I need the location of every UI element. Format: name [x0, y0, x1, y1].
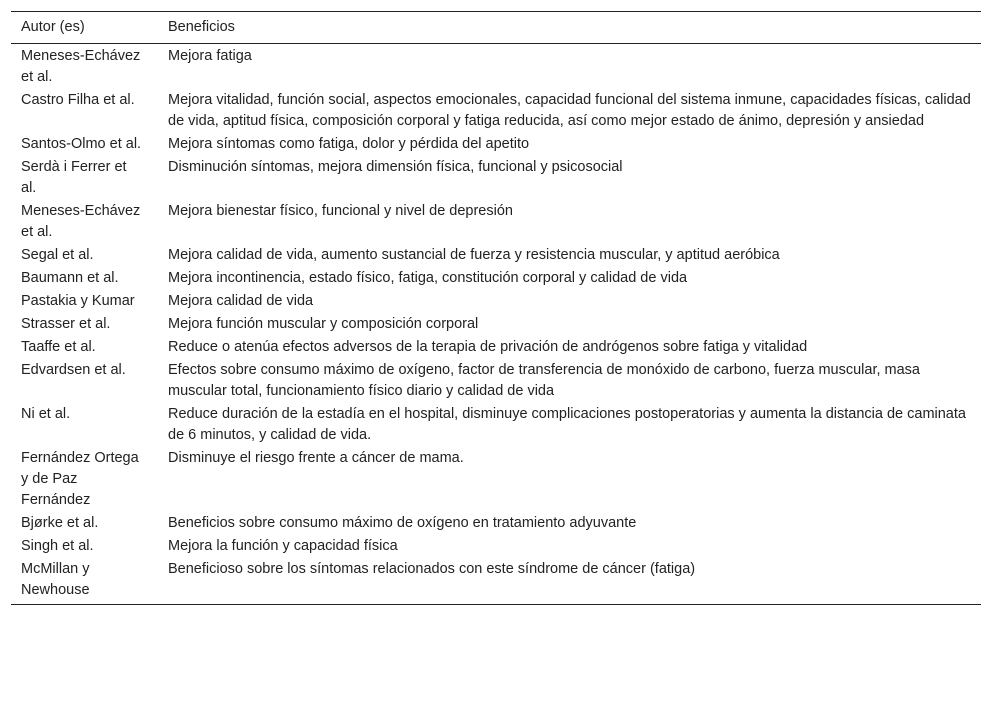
benefit-cell: Mejora vitalidad, función social, aspectos emocionales, capacidad funcional del sistema inmune, capacidades físicas, calidad de vida, aptitud física, composición corporal y fatiga reducida, así como mejor estado de ánimo, depresión y ansiedad [168, 92, 971, 129]
author-cell: Segal et al. [21, 247, 94, 263]
table-row [11, 244, 981, 267]
table-row [11, 267, 981, 290]
benefit-cell: Mejora calidad de vida, aumento sustancial de fuerza y resistencia muscular, y aptitud aeróbica [168, 247, 780, 263]
table-row [11, 447, 981, 512]
author-cell: Fernández Ortega y de Paz Fernández [21, 450, 139, 508]
benefit-cell: Disminuye el riesgo frente a cáncer de mama. [168, 450, 464, 466]
author-cell: Strasser et al. [21, 316, 111, 332]
author-cell: Ni et al. [21, 406, 71, 422]
table-container [11, 11, 981, 605]
benefit-cell: Mejora incontinencia, estado físico, fatiga, constitución corporal y calidad de vida [168, 270, 688, 286]
table-header [11, 12, 981, 44]
table-row [11, 359, 981, 403]
header-benefits: Beneficios [168, 19, 235, 35]
table-row [11, 535, 981, 558]
author-cell: Taaffe et al. [21, 339, 96, 355]
table-row [11, 44, 981, 90]
table-row [11, 133, 981, 156]
benefit-cell: Mejora bienestar físico, funcional y nivel de depresión [168, 203, 513, 219]
benefit-cell: Mejora fatiga [168, 48, 252, 64]
table-row [11, 336, 981, 359]
author-cell: Bjørke et al. [21, 515, 99, 531]
benefit-cell: Disminución síntomas, mejora dimensión física, funcional y psicosocial [168, 159, 623, 175]
header-author: Autor (es) [21, 19, 85, 35]
table-row [11, 512, 981, 535]
benefit-cell: Reduce duración de la estadía en el hospital, disminuye complicaciones postoperatorias y aumenta la distancia de caminata de 6 minutos, y calidad de vida. [168, 406, 966, 443]
author-cell: Santos-Olmo et al. [21, 136, 142, 152]
benefit-cell: Beneficioso sobre los síntomas relacionados con este síndrome de cáncer (fatiga) [168, 561, 696, 577]
table-row [11, 403, 981, 447]
benefit-cell: Mejora la función y capacidad física [168, 538, 398, 554]
table-row [11, 558, 981, 605]
table-row [11, 200, 981, 244]
table-row [11, 290, 981, 313]
benefit-cell: Efectos sobre consumo máximo de oxígeno, factor de transferencia de monóxido de carbono, fuerza muscular, masa muscular total, funcionamiento físico diario y calidad de vida [168, 362, 920, 399]
benefit-cell: Reduce o atenúa efectos adversos de la terapia de privación de andrógenos sobre fatiga y vitalidad [168, 339, 808, 355]
benefit-cell: Mejora síntomas como fatiga, dolor y pérdida del apetito [168, 136, 530, 152]
author-cell: Edvardsen et al. [21, 362, 126, 378]
table-row [11, 156, 981, 200]
table-row [11, 89, 981, 133]
table-row [11, 313, 981, 336]
benefit-cell: Mejora función muscular y composición corporal [168, 316, 479, 332]
header-row [11, 12, 981, 44]
author-cell: Singh et al. [21, 538, 94, 554]
benefit-cell: Mejora calidad de vida [168, 293, 314, 309]
table-body [11, 44, 981, 605]
benefit-cell: Beneficios sobre consumo máximo de oxígeno en tratamiento adyuvante [168, 515, 637, 531]
author-cell: Castro Filha et al. [21, 92, 135, 108]
author-cell: McMillan y Newhouse [21, 561, 90, 598]
author-cell: Pastakia y Kumar [21, 293, 135, 309]
author-cell: Meneses-Echávez et al. [21, 48, 141, 85]
author-cell: Baumann et al. [21, 270, 119, 286]
author-cell: Meneses-Echávez et al. [21, 203, 141, 240]
benefits-table [11, 11, 981, 605]
author-cell: Serdà i Ferrer et al. [21, 159, 127, 196]
